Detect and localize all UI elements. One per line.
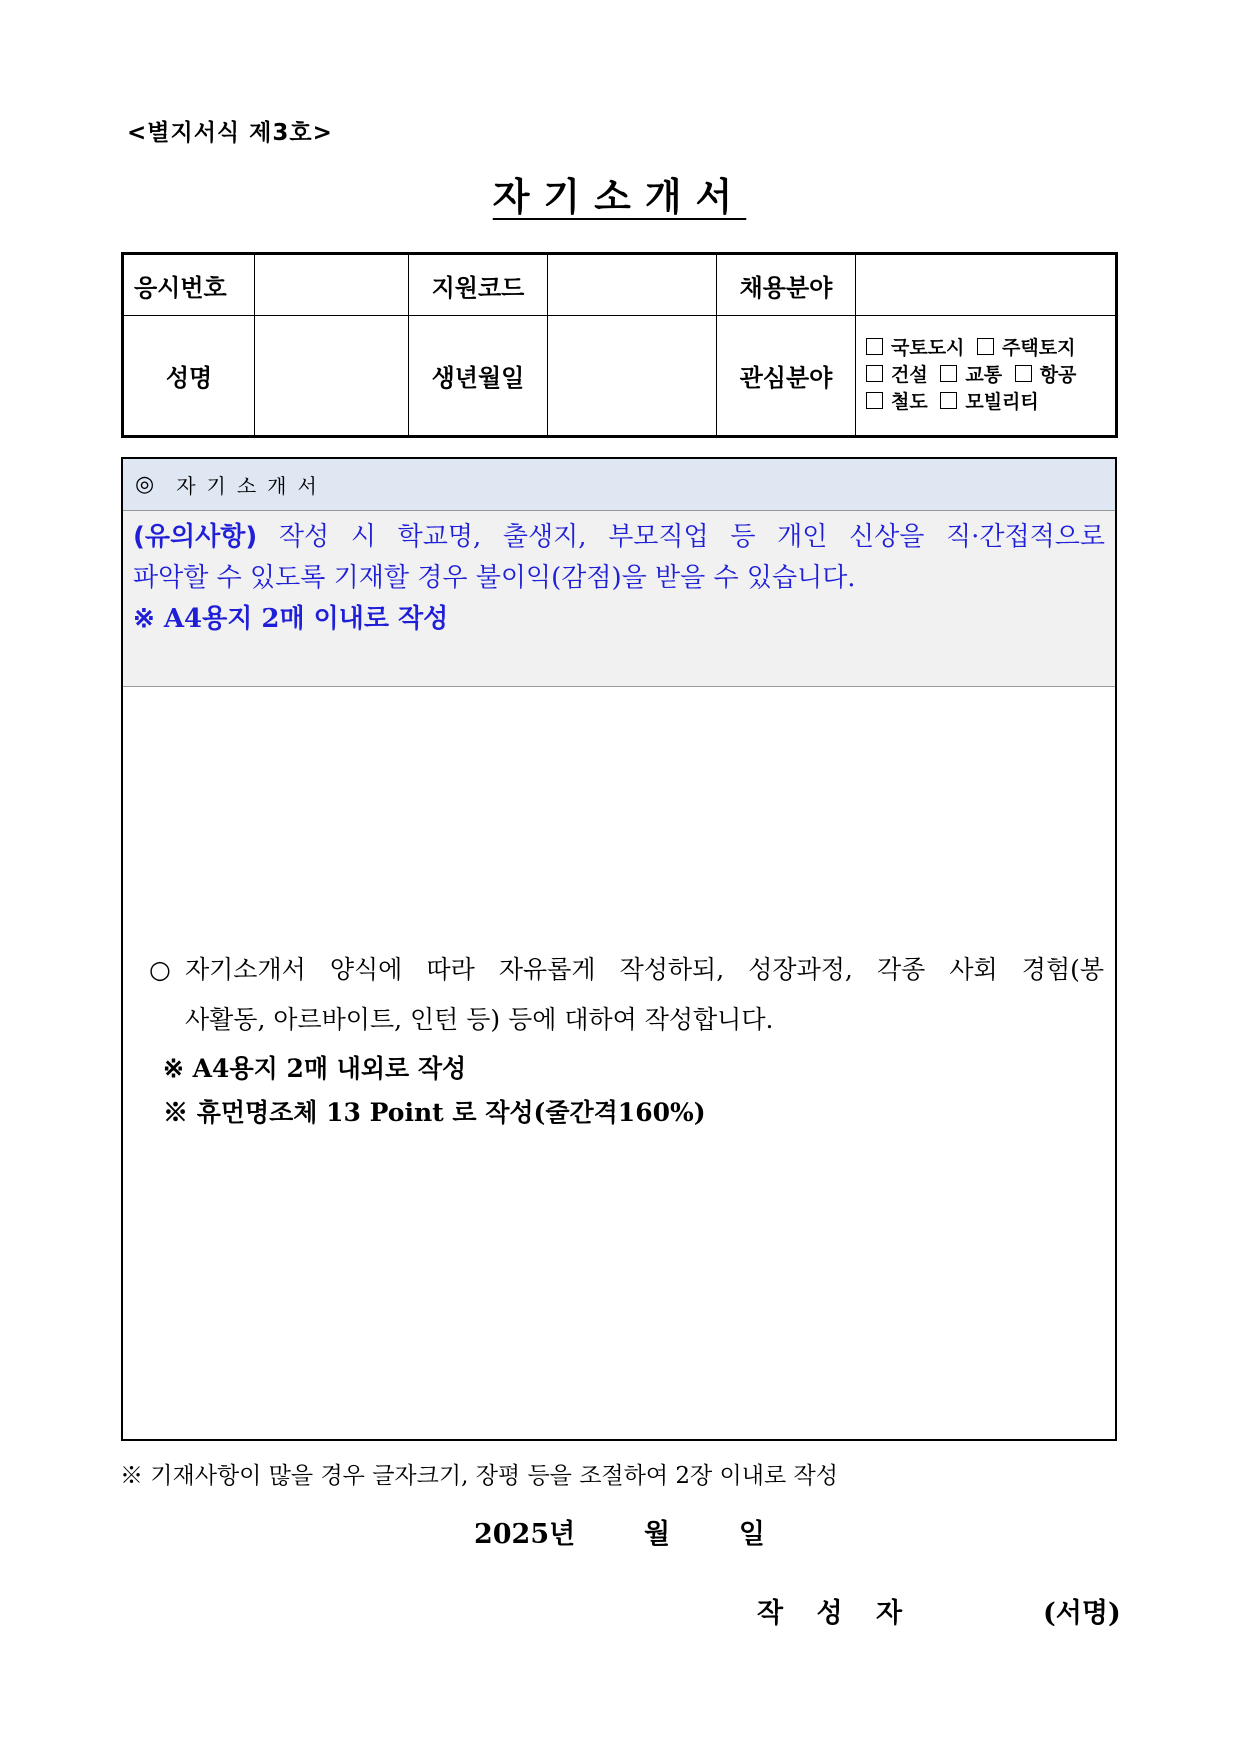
checkbox-icon[interactable] (866, 365, 883, 382)
interest-option-3[interactable]: 건설 (866, 364, 928, 386)
self-introduction-box (121, 457, 1117, 1441)
guide-note-1: ※ A4용지 2매 내외로 작성 (163, 1054, 467, 1083)
name-label: 성명 (123, 316, 255, 437)
checkbox-icon[interactable] (940, 365, 957, 382)
checkbox-icon[interactable] (977, 338, 994, 355)
interest-option-2[interactable]: 주택토지 (977, 337, 1075, 359)
interest-label: 관심분야 (717, 316, 856, 437)
writer-label: 작 성 자 (757, 1598, 915, 1629)
double-circle-icon: ◎ (135, 472, 155, 497)
exam-number-field[interactable] (255, 254, 409, 316)
apply-code-field[interactable] (548, 254, 717, 316)
birth-date-field[interactable] (548, 316, 717, 437)
guide-line-2: 사활동, 아르바이트, 인턴 등) 등에 대하여 작성합니다. (185, 1005, 774, 1034)
notice-line-2: 파악할 수 있도록 기재할 경우 불이익(감점)을 받을 수 있습니다. (133, 563, 856, 593)
recruit-field-field[interactable] (856, 254, 1117, 316)
notice-requirement: ※ A4용지 2매 이내로 작성 (133, 604, 449, 634)
applicant-info-table (121, 252, 1118, 438)
apply-code-label: 지원코드 (409, 254, 548, 316)
date-month: 월 (644, 1519, 671, 1550)
recruit-field-label: 채용분야 (717, 254, 856, 316)
exam-number-label: 응시번호 (123, 254, 255, 316)
signature-field[interactable]: (서명) (1043, 1598, 1121, 1629)
circle-bullet-icon: ○ (149, 955, 171, 984)
notice-lead: (유의사항) (133, 522, 258, 552)
notice-block (123, 511, 1115, 687)
signature-line (757, 1591, 1121, 1630)
writing-guide[interactable] (149, 945, 1104, 1135)
interest-option-5[interactable]: 항공 (1015, 364, 1077, 386)
notice-line-1: (유의사항) 작성 시 학교명, 출생지, 부모직업 등 개인 신상을 직·간접적으로 (133, 522, 1106, 552)
interest-option-6[interactable]: 철도 (866, 391, 928, 413)
name-field[interactable] (255, 316, 409, 437)
info-row-1 (123, 254, 1117, 316)
section-heading: 자기소개서 (176, 474, 328, 498)
section-header (123, 459, 1115, 511)
interest-option-4[interactable]: 교통 (940, 364, 1002, 386)
checkbox-icon[interactable] (1015, 365, 1032, 382)
footnote: ※ 기재사항이 많을 경우 글자크기, 장평 등을 조절하여 2장 이내로 작성 (120, 1463, 838, 1489)
form-number: <별지서식 제3호> (127, 120, 333, 146)
checkbox-icon[interactable] (866, 338, 883, 355)
guide-line-1: ○ 자기소개서 양식에 따라 자유롭게 작성하되, 성장과정, 각종 사회 경험(봉 (149, 945, 1104, 995)
interest-options (856, 316, 1117, 437)
birth-date-label: 생년월일 (409, 316, 548, 437)
date-day: 일 (738, 1519, 766, 1550)
guide-note-2: ※ 휴먼명조체 13 Point 로 작성(줄간격160%) (163, 1098, 706, 1127)
interest-option-7[interactable]: 모빌리티 (940, 391, 1038, 413)
page-title (0, 166, 1239, 221)
checkbox-icon[interactable] (866, 392, 883, 409)
date-line (0, 1512, 1239, 1551)
interest-option-1[interactable]: 국토도시 (866, 337, 964, 359)
checkbox-icon[interactable] (940, 392, 957, 409)
info-row-2 (123, 316, 1117, 437)
date-year: 2025년 (473, 1519, 576, 1550)
page-title-text: 자기소개서 (492, 175, 747, 219)
